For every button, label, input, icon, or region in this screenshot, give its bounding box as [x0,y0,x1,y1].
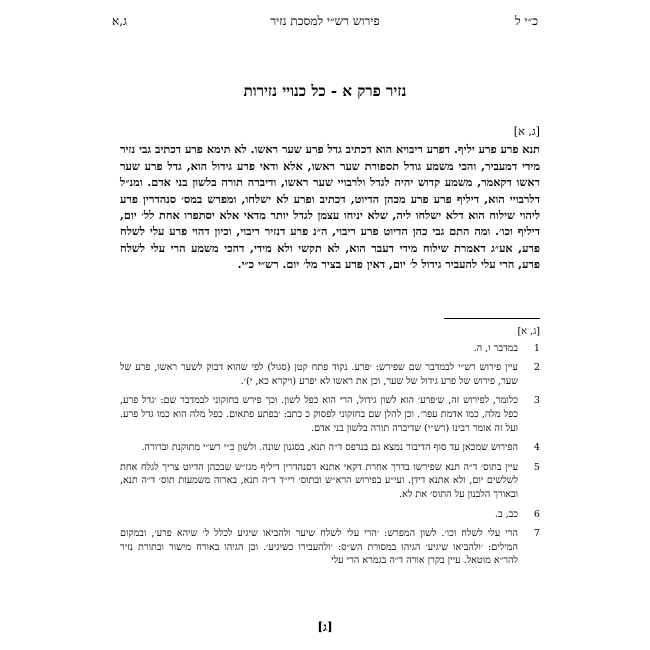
footnote-number: 7 [533,528,540,540]
header-running-title: פירוש רש״י למסכת נזיר [270,14,380,28]
footnotes-section [120,325,540,574]
footnote [120,441,540,455]
footnote [120,461,540,502]
footnote-number: 5 [533,461,540,473]
main-text-block [120,124,540,273]
footnote-text: הפירוש שמכאן עד סוף הדיבור נמצא גם בנדפס ד״ה תנא, בסגנון שונה. ולשון כ״י רש״י מתוקנת וברורה. [141,442,518,454]
footnote-number: 1 [533,342,540,354]
footnote-number: 2 [533,362,540,374]
footnote-text: במדבר ו, ה. [473,342,518,354]
footnote [120,527,540,568]
footnote [120,361,540,388]
footnote-divider [444,318,540,319]
footnote [120,342,540,356]
footnote-text: כב, ב. [494,508,518,520]
footnote [120,394,540,435]
footnote-text: כלומר, לפירוש זה, ש׳פרע׳ הוא לשון גידול, הרי הוא כפל לשון. וכך פירש בחזקוני לבמדבר שם: ׳גדל פרע, כפל מלה, כמו אדמת עפר׳. וכן להלן שם בחזקוני לפסוק כ כתב: ׳בפתע פתאום. כפל מלה הוא כמו גדל פרע. ועל זה אומר רבינו (רש״י) שדיברה תורה בלשון בני אדם. [120,395,518,434]
footnotes-folio-ref: [ג, א] [517,326,540,337]
header-manuscript-tag: כ״י ל [515,14,538,28]
main-paragraph: תנא פרע פרע יליף. דפרע ריבויא הוא דכתיב גדל פרע שער ראשו. לא תימא פרע דכתיב גבי נזיר מידי דמעביר, והכי משמע גודל תספורת שער ראשו, אלא ודאי פרע גידול הוא, גדל פרע שער ראשו דקאמר, משמע קדוש יהיה לגדל ולרבויי שער ראשו, ודיברה תורה בלשון בני אדם. ומנ״ל דלרבויי הוא, דיליף פרע פרע מכהן הדיוט, דכתיב ופרע לא ישלחו, ומפרש במס׳ סנהדרין פרע ליהוי שילוח הוא דלא ישלחו ליה, שלא יניחו עצמן לגדל יותר מדאי אלא יסתפרו אחת לל׳ יום, דיליף וכו׳. ומה התם גבי כהן הדיוט פרע ריבוי, ה״נ פרע דנזיר ריבוי, וכיון דהוי פרע עלי לשלח פרע, אע״ג דאמרת שילוח מידי דעבר הוא, לא תקשי ולא מידי, דהכי משמע הרי עלי לשלח פרע, הרי עלי להעביר גידול ל׳ יום, דאין פרע בציר מל׳ יום. רש״י כ״י. [120,142,540,272]
footnote-text: הרי עלי לשלח וכו׳. לשון המפרש: ׳הרי עלי לשלח שיער ולהביאו שיגיע לכלל ל׳ שיהא פרע׳, ובמקום המילים: ׳ולהביאו שיגיע׳ הגיהו במסורת הש״ס: ׳ולהעבירו כשיגיע׳. וכן הגיהו באורח מישור ובתורת נזיר להר״א מוטאל. עיין בקרן אורה ד״ה בגמרא הרי עלי [120,528,518,567]
footnote-number: 3 [533,395,540,407]
footnote [120,508,540,522]
page-number: [ג] [317,620,333,634]
footnote-number: 6 [533,508,540,520]
footnote-number: 4 [533,442,540,454]
footnote-text: עיין בתוס׳ ד״ה תנא שפירשו בדרך אחרת דקאי אתנא דסנהדרין דיליף מגז״ש שבכהן הדיוט צריך לגלח אחת לשלשים יום, ולא אתנא דידן. ועי״ע בפירוש הרא״ש ובתוס׳ רי״ד ד״ה תנא, בארוה משמעות תוס׳ ד״ה תנא, ובאורך הלבנון על התוס׳ את לא. [120,461,518,500]
footnote-text: עיין פירוש רש״י לבמדבר שם שפירש: ׳פרע. נקוד פתח קטן (סגול) לפי שהוא דבוק לשער ראשו, פרע של שער, פירוש של פרע גידול של שער, וכן את ראשו לא יפרע (ויקרא כא, י)׳. [120,362,518,387]
main-folio-ref: [ג, א] [513,125,540,138]
chapter-title: נזיר פרק א - כל כנויי נזירות [243,82,407,100]
header-folio-ref: ג,א [112,14,127,28]
